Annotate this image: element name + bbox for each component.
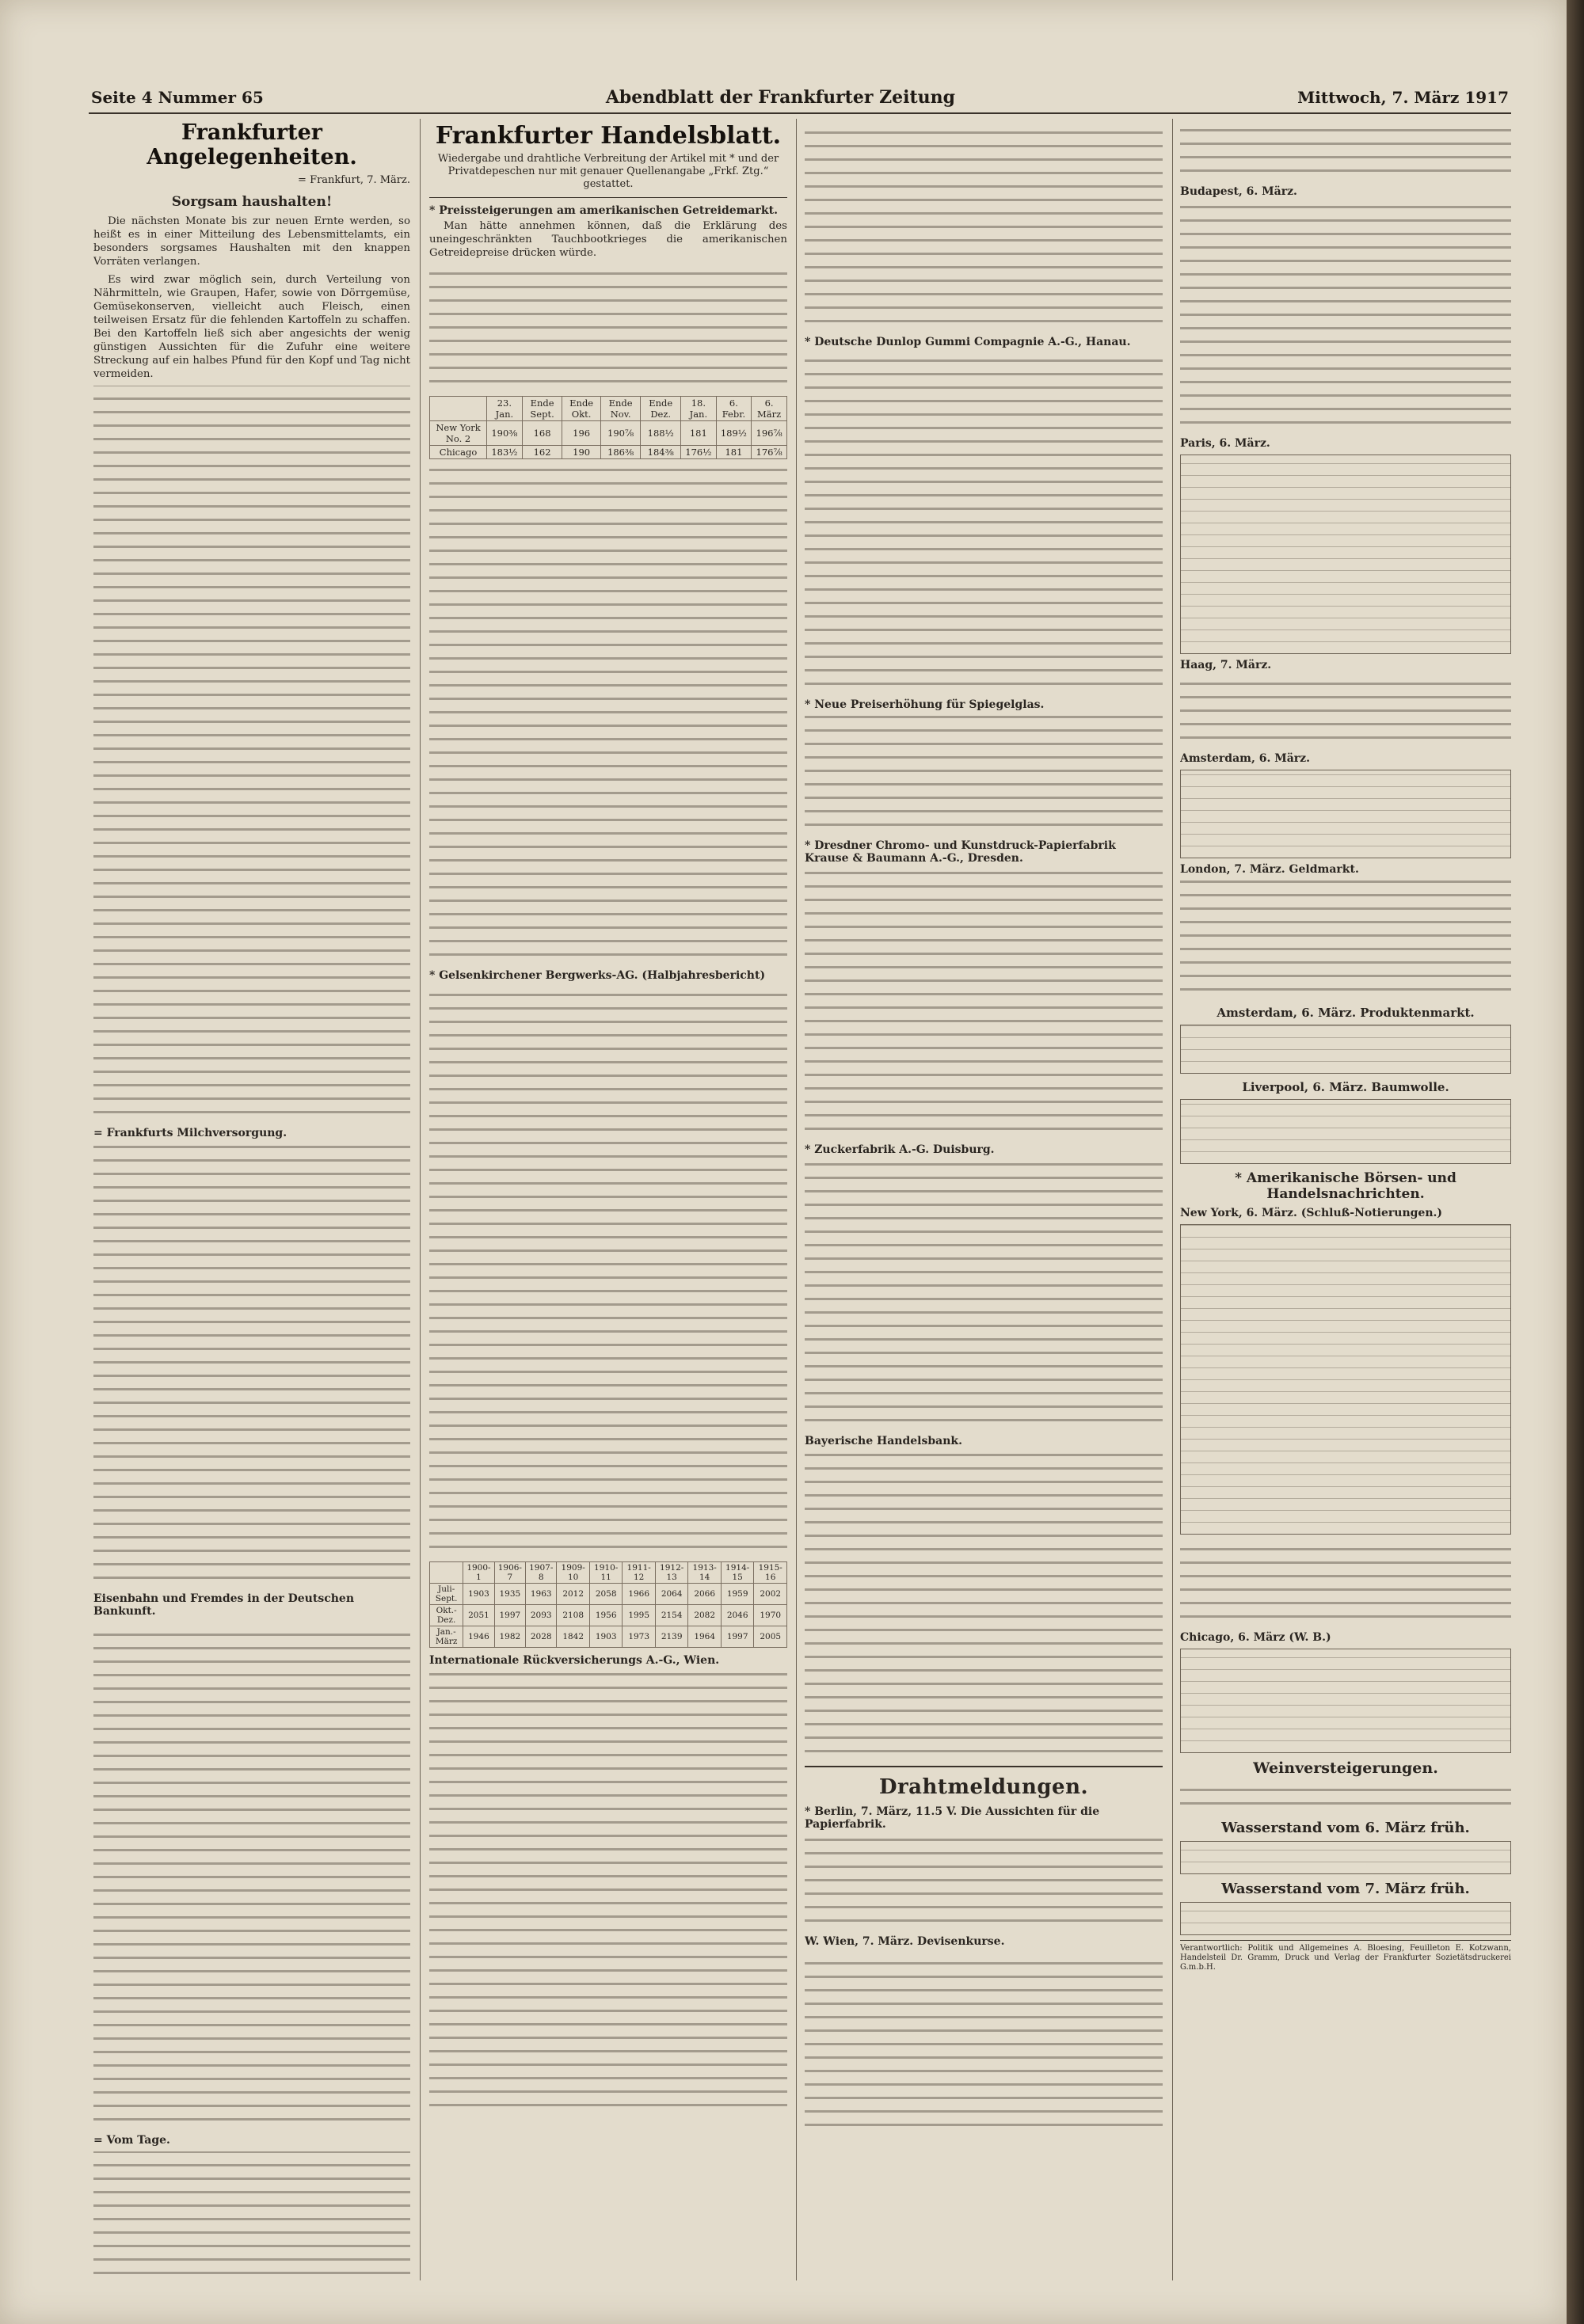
text-block <box>1180 881 1511 999</box>
article-heading: * Gelsenkirchener Bergwerks-AG. (Halbjahresbericht) <box>429 969 766 982</box>
dateline: = Frankfurt, 7. März. <box>298 174 410 186</box>
column-rule <box>420 119 421 2280</box>
text-block <box>1180 1782 1511 1813</box>
table-row: Chicago 183½ 162 190 186⅜ 184⅜ 176½ 181 176⅞ <box>430 446 787 459</box>
article-heading: Bayerische Handelsbank. <box>805 1435 962 1447</box>
header-rule <box>89 112 1511 114</box>
column-markets <box>1180 120 1511 2282</box>
column-business-continued <box>805 120 1163 2282</box>
text-block <box>429 466 787 964</box>
table-row: Okt.-Dez. 2051 1997 2093 2108 1956 1995 2154 2082 2046 1970 <box>430 1605 787 1626</box>
market-heading: London, 7. März. Geldmarkt. <box>1180 863 1359 876</box>
market-heading: Amsterdam, 6. März. <box>1180 752 1310 765</box>
telegrams-heading: Drahtmeldungen. <box>878 1775 1089 1799</box>
section-rule <box>805 1766 1163 1767</box>
article-body: Es wird zwar möglich sein, durch Verteilung von Nährmitteln, wie Graupen, Hafer, sowie von Dörrgemüse, Gemüsekonserven, vielleicht auch Fleisch, einen teilweisen Ersatz für die fehlenden Kartoffeln zu schaffen. Bei den Kartoffeln ließ sich aber angesichts der wenig günstigen Aussichten für die Zufuhr eine weitere Streckung auf ein halbes Pfund für den Kopf und Tag nicht vermeiden. <box>93 274 410 380</box>
table-row: New York No. 2 190⅜ 168 196 190⅞ 188½ 181 189½ 196⅞ <box>430 421 787 446</box>
column-business <box>429 120 787 2282</box>
text-block <box>429 1672 787 2115</box>
section-heading: Weinversteigerungen. <box>1253 1759 1438 1777</box>
quotation-table <box>1180 1224 1511 1535</box>
market-heading: Chicago, 6. März (W. B.) <box>1180 1631 1331 1644</box>
text-block <box>429 264 787 391</box>
text-block <box>1180 1539 1511 1626</box>
article-heading: * Dresdner Chromo- und Kunstdruck-Papierfabrik Krause & Baumann A.-G., Dresden. <box>805 839 1116 865</box>
text-block <box>805 353 1163 694</box>
water-level-table <box>1180 1902 1511 1935</box>
article-body: Man hätte annehmen können, daß die Erklärung des uneingeschränkten Tauchbootkrieges die amerikanischen Getreidepreise drücken würde. <box>429 220 787 259</box>
telegram-item: * Berlin, 7. März, 11.5 V. Die Aussichten für die Papierfabrik. <box>805 1805 1100 1831</box>
column-rule <box>796 119 797 2280</box>
market-heading: Budapest, 6. März. <box>1180 185 1297 198</box>
market-heading: Paris, 6. März. <box>1180 437 1270 450</box>
article-lead: Die nächsten Monate bis zur neuen Ernte werden, so heißt es in einer Mitteilung des Lebensmittelamts, ein besonders sorgsames Haushalten mit den knappen Vorräten verlangen. <box>93 215 410 268</box>
text-block <box>805 1835 1163 1930</box>
text-block <box>805 869 1163 1139</box>
text-block <box>429 987 787 1557</box>
grain-price-table <box>429 396 787 459</box>
table-row: Juli-Sept. 1903 1935 1963 2012 2058 1966 2064 2066 1959 2002 <box>430 1584 787 1605</box>
article-heading: Internationale Rückversicherungs A.-G., Wien. <box>429 1654 720 1667</box>
section-masthead: Frankfurter Handelsblatt. <box>435 122 782 150</box>
text-block <box>805 1953 1163 2135</box>
column-rule <box>1172 119 1173 2280</box>
article-heading: Eisenbahn und Fremdes in der Deutschen Bankunft. <box>93 1592 354 1618</box>
quotation-table <box>1180 1025 1511 1074</box>
text-block <box>93 1622 410 2129</box>
table-row: Jan.-März 1946 1982 2028 1842 1903 1973 2139 1964 1997 2005 <box>430 1626 787 1648</box>
section-masthead: Frankfurter Angelegenheiten. <box>147 120 357 169</box>
market-heading: New York, 6. März. (Schluß-Notierungen.) <box>1180 1207 1443 1219</box>
reprint-note: Wiedergabe und drahtliche Verbreitung der Artikel mit * und der Privatdepeschen nur mit genauer Quellenangabe „Frkf. Ztg.“ gestattet. <box>437 153 779 190</box>
text-block <box>93 2151 410 2282</box>
article-heading: = Vom Tage. <box>93 2134 170 2147</box>
production-table <box>429 1561 787 1648</box>
column-local-news <box>93 120 410 2282</box>
text-block <box>805 1161 1163 1430</box>
running-header <box>91 86 1509 109</box>
water-level-heading: Wasserstand vom 6. März früh. <box>1221 1820 1470 1836</box>
article-heading: * Neue Preiserhöhung für Spiegelglas. <box>805 698 1045 711</box>
text-block <box>805 716 1163 835</box>
text-block <box>805 125 1163 331</box>
article-heading: = Frankfurts Milchversorgung. <box>93 1127 287 1139</box>
article-heading: Sorgsam haushalten! <box>171 194 333 210</box>
section-heading: * Amerikanische Börsen- und Handelsnachrichten. <box>1235 1170 1456 1202</box>
market-heading: Liverpool, 6. März. Baumwolle. <box>1242 1080 1449 1094</box>
imprint-rule <box>1180 1940 1511 1941</box>
table-header-row: 23. Jan. Ende Sept. Ende Okt. Ende Nov. Ende Dez. 18. Jan. 6. Febr. 6. März <box>430 397 787 421</box>
telegram-item: W. Wien, 7. März. Devisenkurse. <box>805 1935 1005 1948</box>
newspaper-title: Abendblatt der Frankfurter Zeitung <box>605 87 956 108</box>
article-heading: * Preissteigerungen am amerikanischen Getreidemarkt. <box>429 204 778 217</box>
text-block <box>1180 676 1511 747</box>
article-heading: * Zuckerfabrik A.-G. Duisburg. <box>805 1143 995 1156</box>
text-block <box>93 386 410 1122</box>
market-heading: Haag, 7. März. <box>1180 659 1272 671</box>
table-header-row: 1900-1 1906-7 1907-8 1909-10 1910-11 1911-12 1912-13 1913-14 1914-15 1915-16 <box>430 1562 787 1584</box>
quotation-table <box>1180 1099 1511 1164</box>
text-block <box>93 1144 410 1588</box>
page-number-label: Seite 4 Nummer 65 <box>91 88 264 107</box>
book-binding <box>1567 0 1584 2324</box>
water-level-heading: Wasserstand vom 7. März früh. <box>1221 1881 1470 1897</box>
article-heading: * Deutsche Dunlop Gummi Compagnie A.-G., Hanau. <box>805 336 1131 348</box>
issue-date: Mittwoch, 7. März 1917 <box>1297 88 1509 107</box>
section-rule <box>429 197 787 198</box>
quotation-table <box>1180 770 1511 858</box>
text-block <box>805 1452 1163 1761</box>
text-block <box>1180 203 1511 432</box>
water-level-table <box>1180 1841 1511 1874</box>
text-block <box>1180 125 1511 181</box>
quotation-table <box>1180 455 1511 654</box>
imprint-text: Verantwortlich: Politik und Allgemeines A. Bloesing, Feuilleton E. Kotzwann, Handelsteil Dr. Gramm, Druck und Verlag der Frankfurter Sozietätsdruckerei G.m.b.H. <box>1180 1944 1511 1972</box>
quotation-table <box>1180 1649 1511 1753</box>
market-heading: Amsterdam, 6. März. Produktenmarkt. <box>1217 1006 1475 1020</box>
